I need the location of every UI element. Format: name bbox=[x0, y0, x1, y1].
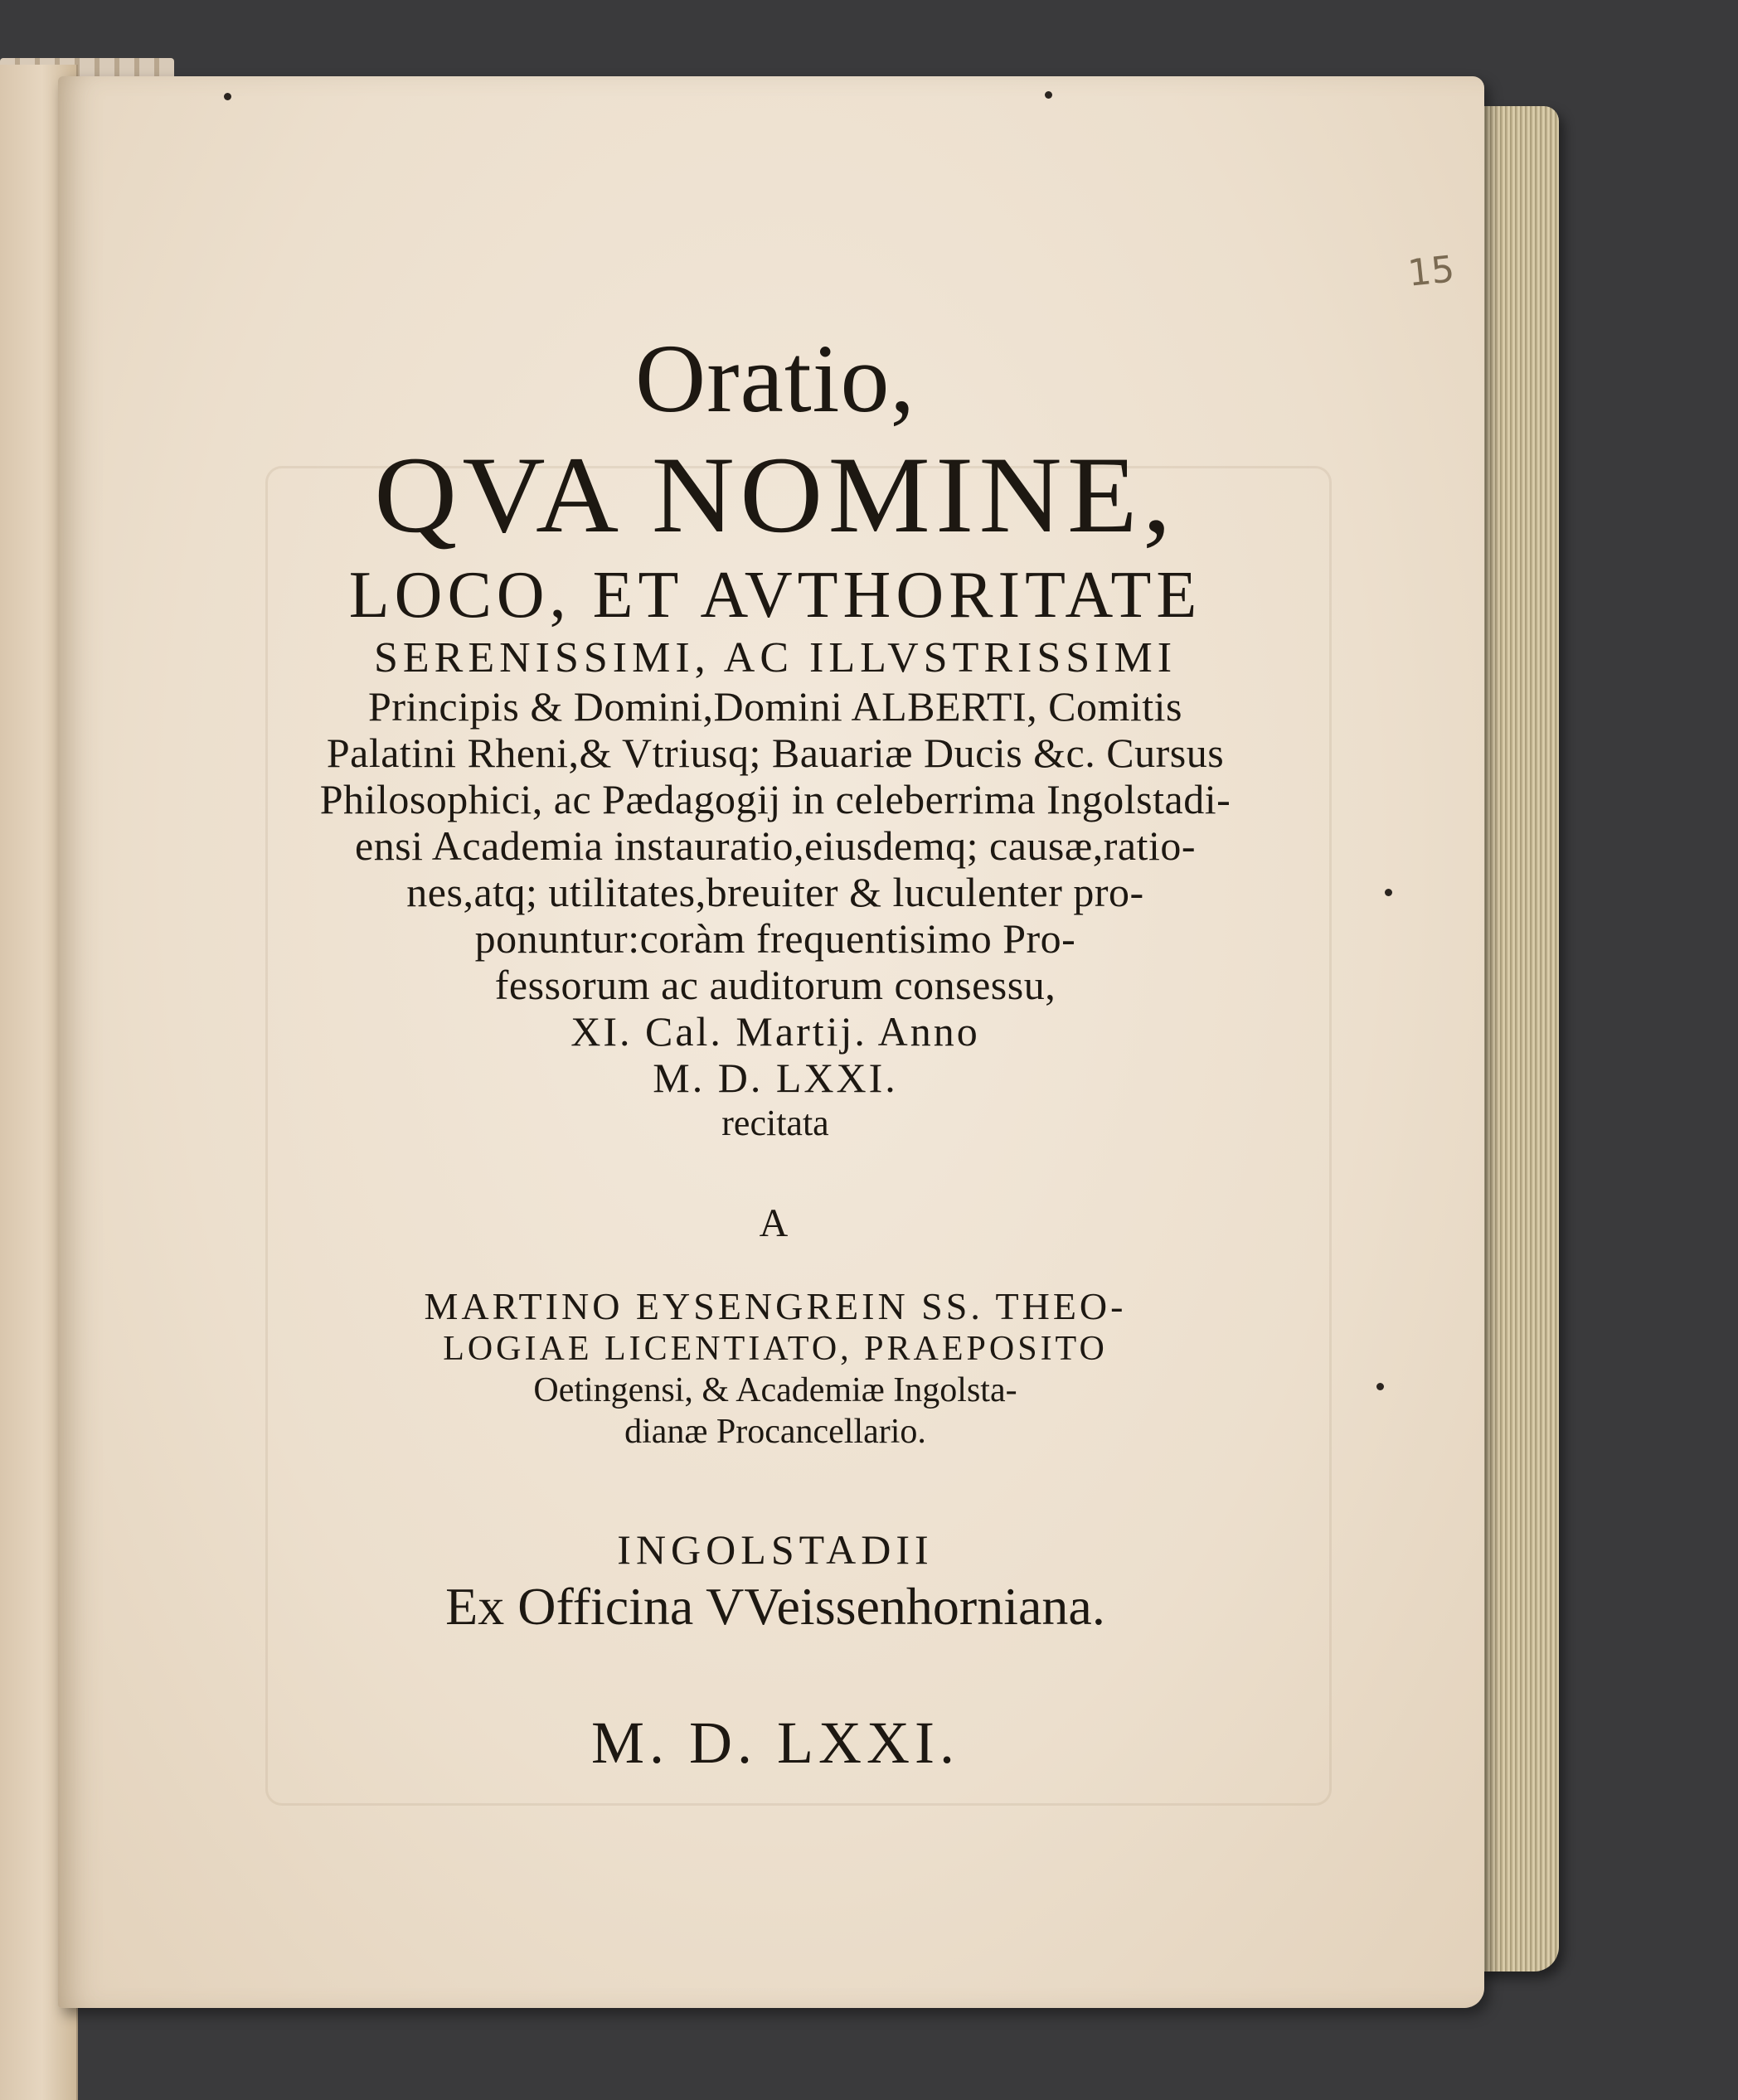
author-line: LOGIAE LICENTIATO, PRAEPOSITO bbox=[443, 1330, 1108, 1368]
by-line: A bbox=[759, 1201, 792, 1245]
author-line: dianæ Procancellario. bbox=[624, 1413, 926, 1451]
body-line: nes,atq; utilitates,breuiter & luculenter pro- bbox=[406, 869, 1144, 915]
year-line: M. D. LXXI. bbox=[653, 1055, 898, 1101]
ink-speck bbox=[1385, 889, 1392, 896]
title-loco: LOCO, ET AVTHORITATE bbox=[348, 559, 1202, 632]
body-line: ponuntur:coràm frequentisimo Pro- bbox=[474, 915, 1076, 962]
body-line: fessorum ac auditorum consessu, bbox=[494, 962, 1056, 1008]
author-line: MARTINO EYSENGREIN SS. THEO- bbox=[424, 1285, 1127, 1327]
body-line: ensi Academia instauratio,eiusdemq; causæ,ratio- bbox=[355, 822, 1196, 869]
body-line: Palatini Rheni,& Vtriusq; Bauariæ Ducis &c. Cursus bbox=[326, 730, 1225, 776]
date-line: XI. Cal. Martij. Anno bbox=[570, 1008, 980, 1055]
ink-speck bbox=[1045, 91, 1052, 99]
title-serenissimi: SERENISSIMI, AC ILLVSTRISSIMI bbox=[373, 634, 1177, 681]
body-line: Principis & Domini,Domini ALBERTI, Comitis bbox=[368, 683, 1182, 730]
imprint-city: INGOLSTADII bbox=[617, 1526, 934, 1573]
title-oratio: Oratio, bbox=[635, 324, 915, 433]
title-page-text bbox=[166, 325, 1385, 1776]
author-line: Oetingensi, & Academiæ Ingolsta- bbox=[533, 1371, 1017, 1409]
title-qua-nomine: QVA NOMINE, bbox=[374, 434, 1177, 555]
recitata-line: recitata bbox=[721, 1103, 829, 1143]
body-line: Philosophici, ac Pædagogij in celeberrima Ingolstadi- bbox=[319, 776, 1231, 822]
page-edge-stack bbox=[1476, 106, 1559, 1971]
ink-speck bbox=[224, 93, 231, 100]
imprint-printer: Ex Officina VVeissenhorniana. bbox=[445, 1577, 1105, 1636]
title-page bbox=[58, 76, 1484, 2008]
imprint-year: M. D. LXXI. bbox=[591, 1710, 959, 1776]
page-number: 15 bbox=[1405, 248, 1457, 295]
